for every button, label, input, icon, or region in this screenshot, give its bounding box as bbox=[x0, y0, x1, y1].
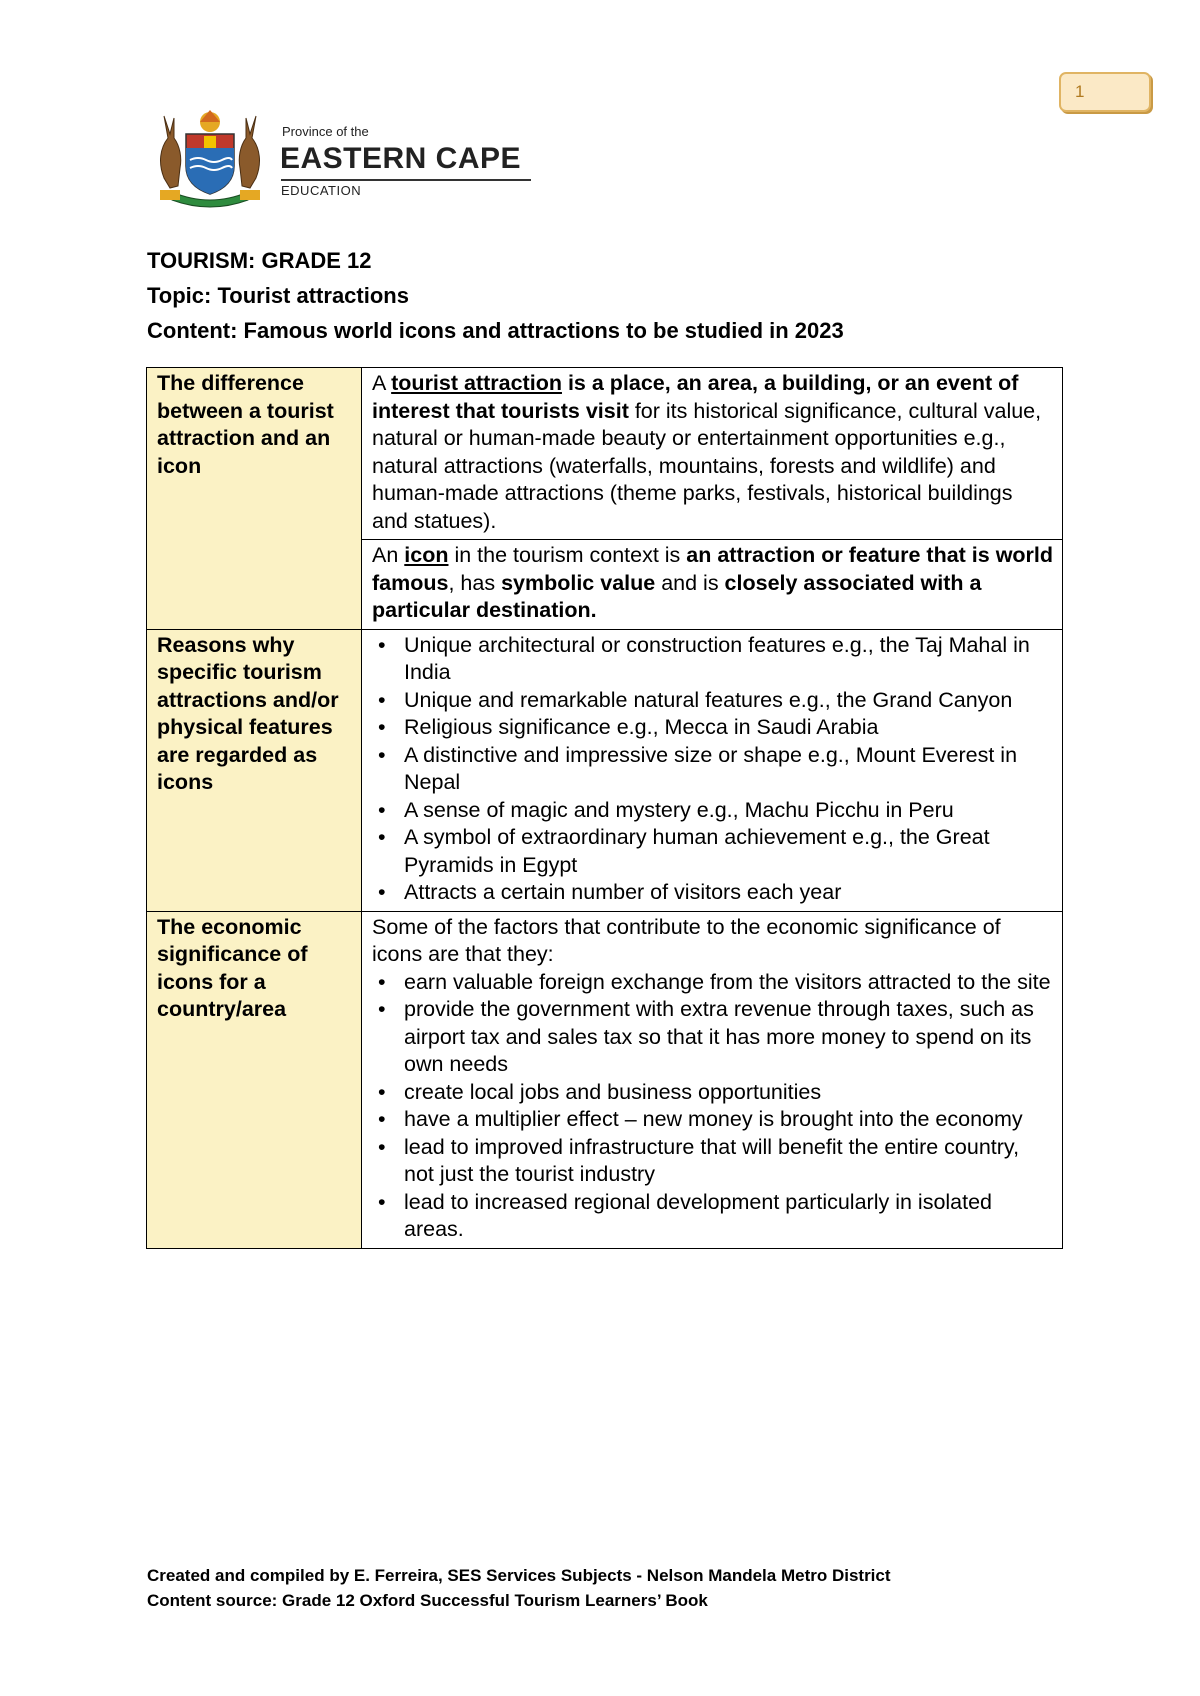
list-item: • Unique architectural or construction features e.g., the Taj Mahal in India bbox=[372, 632, 1054, 687]
reasons-list bbox=[372, 632, 1054, 907]
term-tourist-attraction: tourist attraction bbox=[391, 371, 562, 395]
text-fragment: An bbox=[372, 543, 405, 567]
row-label-difference: The difference between a tourist attraction and an icon bbox=[147, 368, 362, 630]
list-item: • provide the government with extra revenue through taxes, such as airport tax and sales tax so that it has more money to spend on its own needs bbox=[372, 996, 1054, 1079]
page-footer bbox=[147, 1563, 891, 1613]
coat-of-arms-icon bbox=[150, 108, 270, 208]
footer-source: Content source: Grade 12 Oxford Successful Tourism Learners’ Book bbox=[147, 1591, 708, 1610]
text-fragment: for its historical significance, cultural value, natural or human-made beauty or entertainment opportunities e.g., natural attractions (waterfalls, mountains, forests and wildlife) and human-made attractions (theme parks, festivals, historical buildings and statues). bbox=[372, 398, 1042, 533]
text-fragment: A bbox=[372, 371, 392, 395]
document-content-line: Content: Famous world icons and attractions to be studied in 2023 bbox=[147, 318, 844, 343]
list-item: • earn valuable foreign exchange from the visitors attracted to the site bbox=[372, 969, 1054, 997]
logo-sub-title: EDUCATION bbox=[281, 183, 362, 198]
logo-pre-title: Province of the bbox=[282, 124, 369, 139]
list-item: • create local jobs and business opportunities bbox=[372, 1079, 1054, 1107]
row-label-reasons: Reasons why specific tourism attractions and/or physical features are regarded as icons bbox=[147, 629, 362, 911]
text-fragment: symbolic value bbox=[501, 570, 656, 595]
list-item: • Attracts a certain number of visitors each year bbox=[372, 879, 1054, 907]
text-fragment: and is bbox=[655, 570, 725, 595]
table-row bbox=[147, 911, 1063, 1248]
list-item: • lead to increased regional development particularly in isolated areas. bbox=[372, 1189, 1054, 1244]
text-fragment: closely associated with a particular destination bbox=[372, 570, 982, 622]
text-fragment: . bbox=[590, 598, 597, 622]
icon-definition-cell bbox=[362, 540, 1063, 630]
text-fragment: , has bbox=[448, 570, 502, 595]
text-fragment: is a place, an area, a building, or an event of interest that tourists visit bbox=[372, 371, 1019, 423]
content-table bbox=[146, 367, 1063, 1249]
table-row bbox=[147, 368, 1063, 540]
page-number-box bbox=[1059, 72, 1151, 112]
list-item: • lead to improved infrastructure that will benefit the entire country, not just the tourist industry bbox=[372, 1134, 1054, 1189]
logo-divider bbox=[281, 179, 531, 181]
list-item: • have a multiplier effect – new money is brought into the economy bbox=[372, 1106, 1054, 1134]
eastern-cape-education-logo bbox=[150, 108, 535, 208]
text-fragment: in the tourism context is bbox=[448, 543, 687, 567]
economic-list bbox=[372, 969, 1054, 1244]
footer-credit: Created and compiled by E. Ferreira, SES Services Subjects - Nelson Mandela Metro District bbox=[147, 1566, 891, 1585]
logo-main-title: EASTERN CAPE bbox=[280, 142, 522, 175]
list-item: • Religious significance e.g., Mecca in Saudi Arabia bbox=[372, 714, 1054, 742]
row-label-economic: The economic significance of icons for a country/area bbox=[147, 911, 362, 1248]
reasons-cell bbox=[362, 629, 1063, 911]
list-item: • A sense of magic and mystery e.g., Machu Picchu in Peru bbox=[372, 797, 1054, 825]
document-topic: Topic: Tourist attractions bbox=[147, 283, 409, 308]
document-headings bbox=[147, 246, 1097, 351]
list-item: • Unique and remarkable natural features e.g., the Grand Canyon bbox=[372, 687, 1054, 715]
list-item: • A distinctive and impressive size or shape e.g., Mount Everest in Nepal bbox=[372, 742, 1054, 797]
economic-cell bbox=[362, 911, 1063, 1248]
document-title: TOURISM: GRADE 12 bbox=[147, 248, 372, 273]
term-icon: icon bbox=[404, 543, 449, 567]
economic-intro: Some of the factors that contribute to the economic significance of icons are that they: bbox=[372, 914, 1001, 966]
table-row bbox=[147, 629, 1063, 911]
text-fragment: an attraction or feature that is world famous bbox=[372, 543, 1054, 595]
page-number: 1 bbox=[1075, 82, 1085, 101]
attraction-definition-cell bbox=[362, 368, 1063, 540]
list-item: • A symbol of extraordinary human achievement e.g., the Great Pyramids in Egypt bbox=[372, 824, 1054, 879]
